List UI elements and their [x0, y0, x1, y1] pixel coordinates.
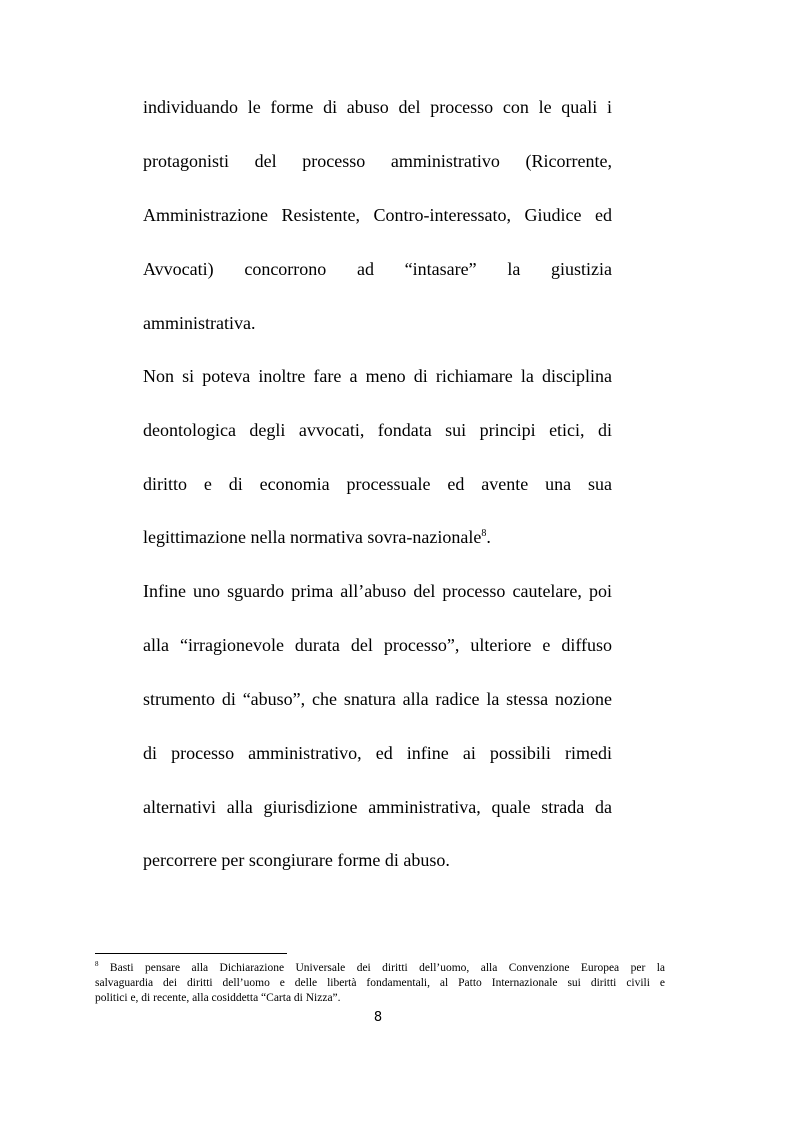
body-line-11: alla “irragionevole durata del processo”, ulteriore e diffuso: [143, 635, 612, 655]
body-line-1: individuando le forme di abuso del processo con le quali i: [143, 97, 612, 117]
body-line-8: diritto e di economia processuale ed avente una sua: [143, 474, 612, 494]
body-line-12: strumento di “abuso”, che snatura alla radice la stessa nozione: [143, 689, 612, 709]
body-line-4: Avvocati) concorrono ad “intasare” la giustizia: [143, 259, 612, 279]
body-line-15: percorrere per scongiurare forme di abuso.: [143, 850, 450, 870]
body-line-9-text: legittimazione nella normativa sovra-nazionale: [143, 527, 482, 547]
footnote-line-1-text: Basti pensare alla Dichiarazione Universale dei diritti dell’uomo, alla Convenzione Europea per la: [98, 962, 665, 974]
footnote-line-2: salvaguardia dei diritti dell’uomo e delle libertà fondamentali, al Patto Internazionale sui diritti civili e: [95, 977, 665, 989]
body-line-13: di processo amministrativo, ed infine ai possibili rimedi: [143, 743, 612, 763]
body-line-7: deontologica degli avvocati, fondata sui principi etici, di: [143, 420, 612, 440]
body-line-9-period: .: [486, 527, 491, 547]
footnote-separator: [95, 953, 287, 954]
body-line-6: Non si poteva inoltre fare a meno di richiamare la disciplina: [143, 366, 612, 386]
body-line-9: [143, 527, 612, 547]
body-line-14: alternativi alla giurisdizione amministrativa, quale strada da: [143, 797, 612, 817]
body-line-5: amministrativa.: [143, 313, 256, 333]
footnote-line-3: politici e, di recente, alla cosiddetta “Carta di Nizza”.: [95, 992, 341, 1004]
footnote-reference: 8: [481, 528, 487, 539]
footnote-line-1: [95, 962, 665, 975]
page-number: 8: [373, 1010, 383, 1025]
body-line-3: Amministrazione Resistente, Contro-interessato, Giudice ed: [143, 205, 612, 225]
footnote-marker: 8: [95, 960, 99, 968]
body-line-2: protagonisti del processo amministrativo (Ricorrente,: [143, 151, 612, 171]
body-line-10: Infine uno sguardo prima all’abuso del processo cautelare, poi: [143, 581, 612, 601]
